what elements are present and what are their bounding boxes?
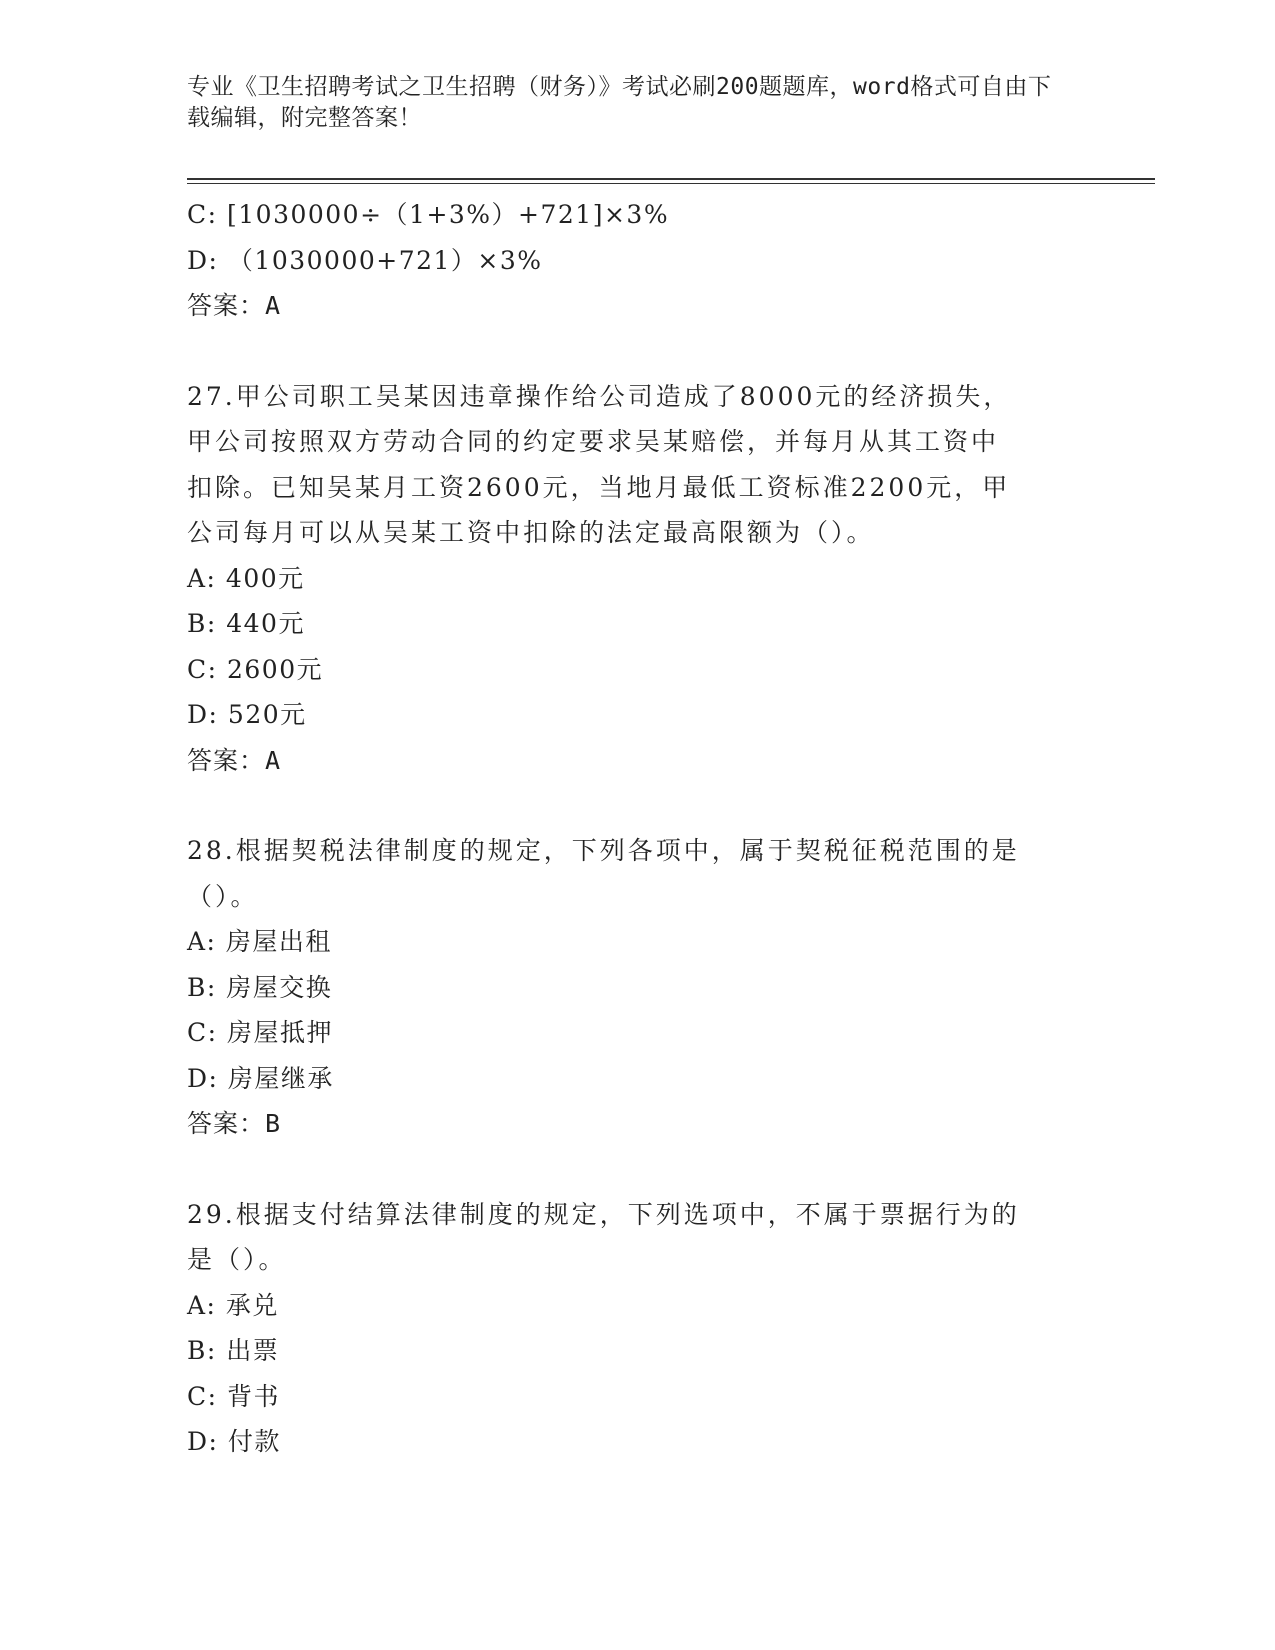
spacer <box>187 329 1067 374</box>
question-29 <box>187 1192 1067 1465</box>
option-c: C: [1030000÷（1+3%）+721]×3% <box>187 200 670 229</box>
answer-line: 答案：A <box>187 291 282 320</box>
option-a: A: 承兑 <box>187 1290 279 1320</box>
option-b: B: 440元 <box>187 609 305 638</box>
option-d: D: 付款 <box>187 1427 281 1456</box>
option-c: C: 2600元 <box>187 654 324 684</box>
option-d: D: 房屋继承 <box>187 1063 334 1093</box>
option-b: B: 出票 <box>187 1336 280 1365</box>
header-divider-thick <box>187 178 1155 180</box>
question-stem: 27.甲公司职工吴某因违章操作给公司造成了8000元的经济损失，甲公司按照双方劳动合同的约定要求吴某赔偿，并每月从其工资中扣除。已知吴某月工资2600元，当地月最低工资标准2200元，甲公司每月可以从吴某工资中扣除的法定最高限额为（）。 <box>187 381 1012 547</box>
option-a: A: 房屋出租 <box>187 927 332 956</box>
question-27 <box>187 374 1067 784</box>
prev-question <box>187 192 1067 329</box>
spacer <box>187 1147 1067 1192</box>
spacer <box>187 783 1067 828</box>
question-28 <box>187 828 1067 1147</box>
page-header-text: 专业《卫生招聘考试之卫生招聘（财务）》考试必刷200题题库，word格式可自由下载编辑，附完整答案！ <box>187 74 1052 131</box>
question-stem: 29.根据支付结算法律制度的规定，下列选项中，不属于票据行为的是（）。 <box>187 1199 1020 1274</box>
answer-line: 答案：B <box>187 1109 282 1138</box>
option-a: A: 400元 <box>187 563 305 593</box>
question-stem: 28.根据契税法律制度的规定，下列各项中，属于契税征税范围的是（）。 <box>187 836 1020 911</box>
answer-line: 答案：A <box>187 745 282 775</box>
option-d: D: 520元 <box>187 700 307 729</box>
header-divider-thin <box>187 183 1155 184</box>
question-content <box>187 192 1067 1465</box>
option-c: C: 房屋抵押 <box>187 1018 333 1047</box>
option-d: D: （1030000+721）×3% <box>187 245 543 275</box>
option-c: C: 背书 <box>187 1381 280 1411</box>
option-b: B: 房屋交换 <box>187 972 333 1002</box>
